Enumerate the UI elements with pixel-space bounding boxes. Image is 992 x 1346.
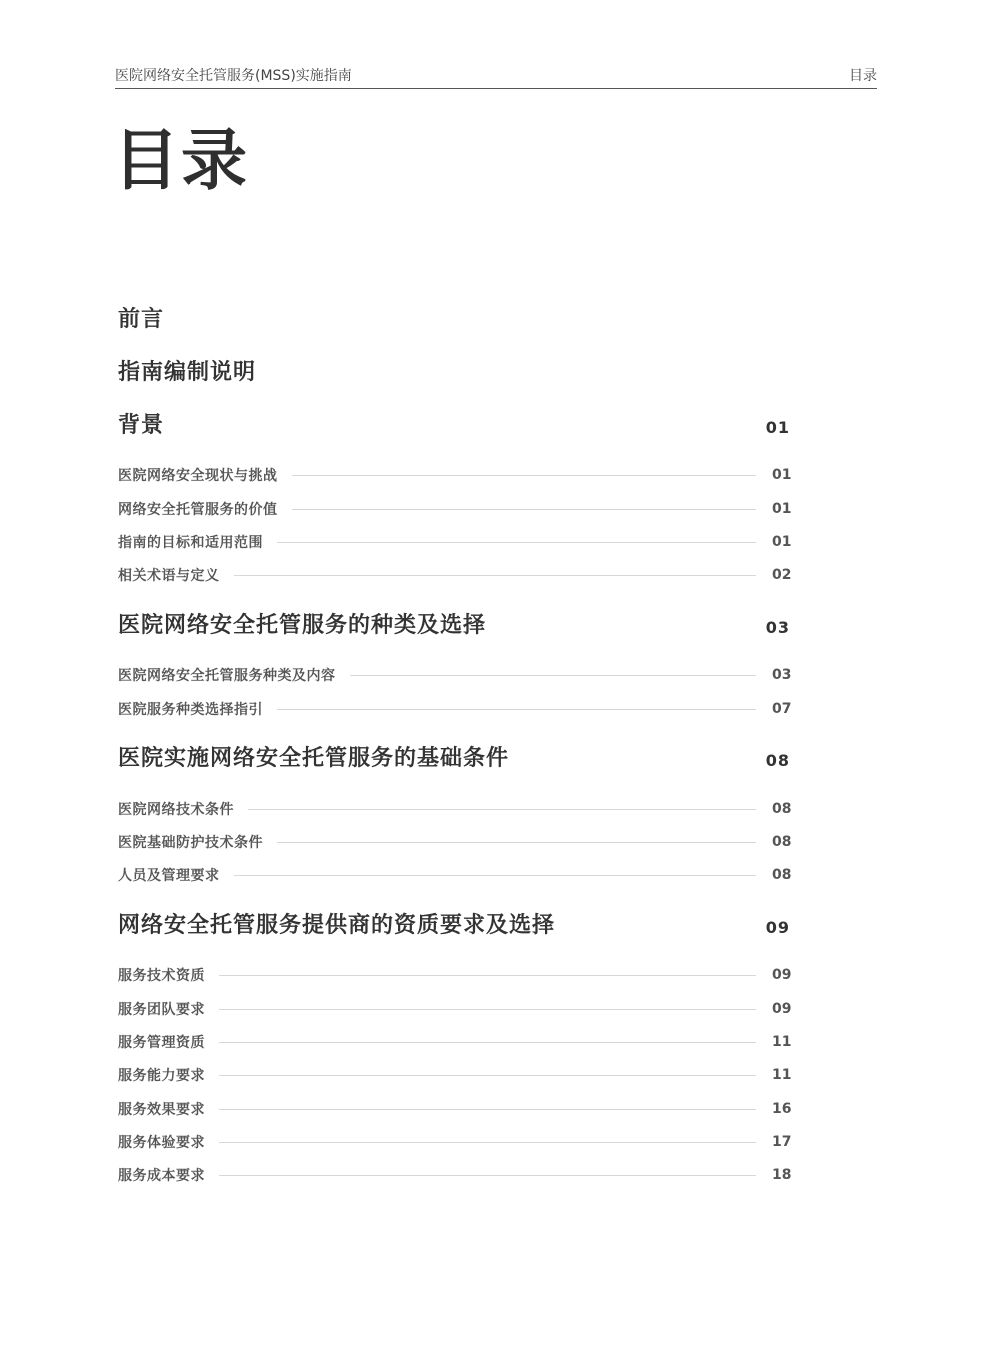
header-doc-title: 医院网络安全托管服务(MSS)实施指南 <box>115 68 352 84</box>
toc-entry-page: 03 <box>772 667 792 683</box>
toc-section-service-types[interactable] <box>118 615 790 637</box>
toc-entry-page: 09 <box>772 967 792 983</box>
toc-entry-page: 01 <box>772 534 792 550</box>
toc-entry[interactable] <box>118 1132 790 1152</box>
toc-section-title: 背景 <box>118 413 165 438</box>
toc-entry[interactable] <box>118 799 790 819</box>
dotted-leader <box>219 1042 756 1043</box>
toc-entry[interactable] <box>118 532 790 552</box>
toc-entry-label: 网络安全托管服务的价值 <box>118 502 278 518</box>
toc-entry-label: 医院网络安全托管服务种类及内容 <box>118 668 336 684</box>
toc-section-title: 网络安全托管服务提供商的资质要求及选择 <box>118 913 556 938</box>
toc-entry-page: 11 <box>772 1034 792 1050</box>
toc-entry[interactable] <box>118 1032 790 1052</box>
toc-entry-label: 医院服务种类选择指引 <box>118 702 263 718</box>
toc-entry-page: 18 <box>772 1167 792 1183</box>
toc-entry[interactable] <box>118 865 790 885</box>
dotted-leader <box>219 1142 756 1143</box>
toc-entry-page: 16 <box>772 1101 792 1117</box>
dotted-leader <box>219 1009 756 1010</box>
toc-entry-label: 医院网络技术条件 <box>118 802 234 818</box>
toc-entry-page: 11 <box>772 1067 792 1083</box>
toc-section-page: 09 <box>765 918 790 937</box>
running-header <box>115 63 877 89</box>
toc-entry-page: 02 <box>772 567 792 583</box>
toc-entry[interactable] <box>118 999 790 1019</box>
toc-section-base-conditions[interactable] <box>118 748 790 770</box>
dotted-leader <box>292 509 757 510</box>
toc-plain-entry-compilation[interactable] <box>118 362 790 384</box>
toc-entry[interactable] <box>118 1165 790 1185</box>
toc-plain-label: 前言 <box>118 307 165 332</box>
toc-entry-label: 指南的目标和适用范围 <box>118 535 263 551</box>
toc-entry-label: 服务团队要求 <box>118 1002 205 1018</box>
toc-entry-page: 08 <box>772 801 792 817</box>
toc-section-page: 01 <box>765 418 790 437</box>
toc-section-title: 医院网络安全托管服务的种类及选择 <box>118 613 487 638</box>
toc-entry-label: 医院网络安全现状与挑战 <box>118 468 278 484</box>
toc-entry-page: 17 <box>772 1134 792 1150</box>
toc-entry[interactable] <box>118 965 790 985</box>
toc-entry[interactable] <box>118 499 790 519</box>
toc-section-title: 医院实施网络安全托管服务的基础条件 <box>118 746 510 771</box>
toc-entry-label: 医院基础防护技术条件 <box>118 835 263 851</box>
dotted-leader <box>350 675 757 676</box>
toc-entry-label: 服务管理资质 <box>118 1035 205 1051</box>
header-section-label: 目录 <box>849 68 877 84</box>
toc-plain-entry-preface[interactable] <box>118 309 790 331</box>
toc-entry-page: 08 <box>772 867 792 883</box>
dotted-leader <box>219 1175 756 1176</box>
toc-entry-page: 09 <box>772 1001 792 1017</box>
toc-entry[interactable] <box>118 699 790 719</box>
dotted-leader <box>234 575 757 576</box>
dotted-leader <box>277 542 756 543</box>
toc-entry-page: 01 <box>772 501 792 517</box>
toc-entry-label: 服务技术资质 <box>118 968 205 984</box>
toc-section-page: 08 <box>765 751 790 770</box>
toc-entry-label: 人员及管理要求 <box>118 868 220 884</box>
dotted-leader <box>248 809 756 810</box>
page-title: 目录 <box>113 122 249 199</box>
dotted-leader <box>277 709 756 710</box>
toc-entry-label: 服务成本要求 <box>118 1168 205 1184</box>
toc-entry-label: 相关术语与定义 <box>118 568 220 584</box>
toc-entry[interactable] <box>118 832 790 852</box>
toc-section-provider-qualifications[interactable] <box>118 915 790 937</box>
dotted-leader <box>219 975 756 976</box>
toc-entry-label: 服务体验要求 <box>118 1135 205 1151</box>
toc-entry-label: 服务能力要求 <box>118 1068 205 1084</box>
toc-plain-label: 指南编制说明 <box>118 360 257 385</box>
dotted-leader <box>234 875 757 876</box>
toc-entry-label: 服务效果要求 <box>118 1102 205 1118</box>
toc-section-background[interactable] <box>118 415 790 437</box>
toc-entry-page: 07 <box>772 701 792 717</box>
dotted-leader <box>219 1109 756 1110</box>
dotted-leader <box>219 1075 756 1076</box>
toc-entry-page: 01 <box>772 467 792 483</box>
toc-entry[interactable] <box>118 465 790 485</box>
toc-entry[interactable] <box>118 1065 790 1085</box>
toc-entry[interactable] <box>118 565 790 585</box>
dotted-leader <box>277 842 756 843</box>
toc-section-page: 03 <box>765 618 790 637</box>
dotted-leader <box>292 475 757 476</box>
toc-entry[interactable] <box>118 665 790 685</box>
toc-entry-page: 08 <box>772 834 792 850</box>
toc-entry[interactable] <box>118 1099 790 1119</box>
